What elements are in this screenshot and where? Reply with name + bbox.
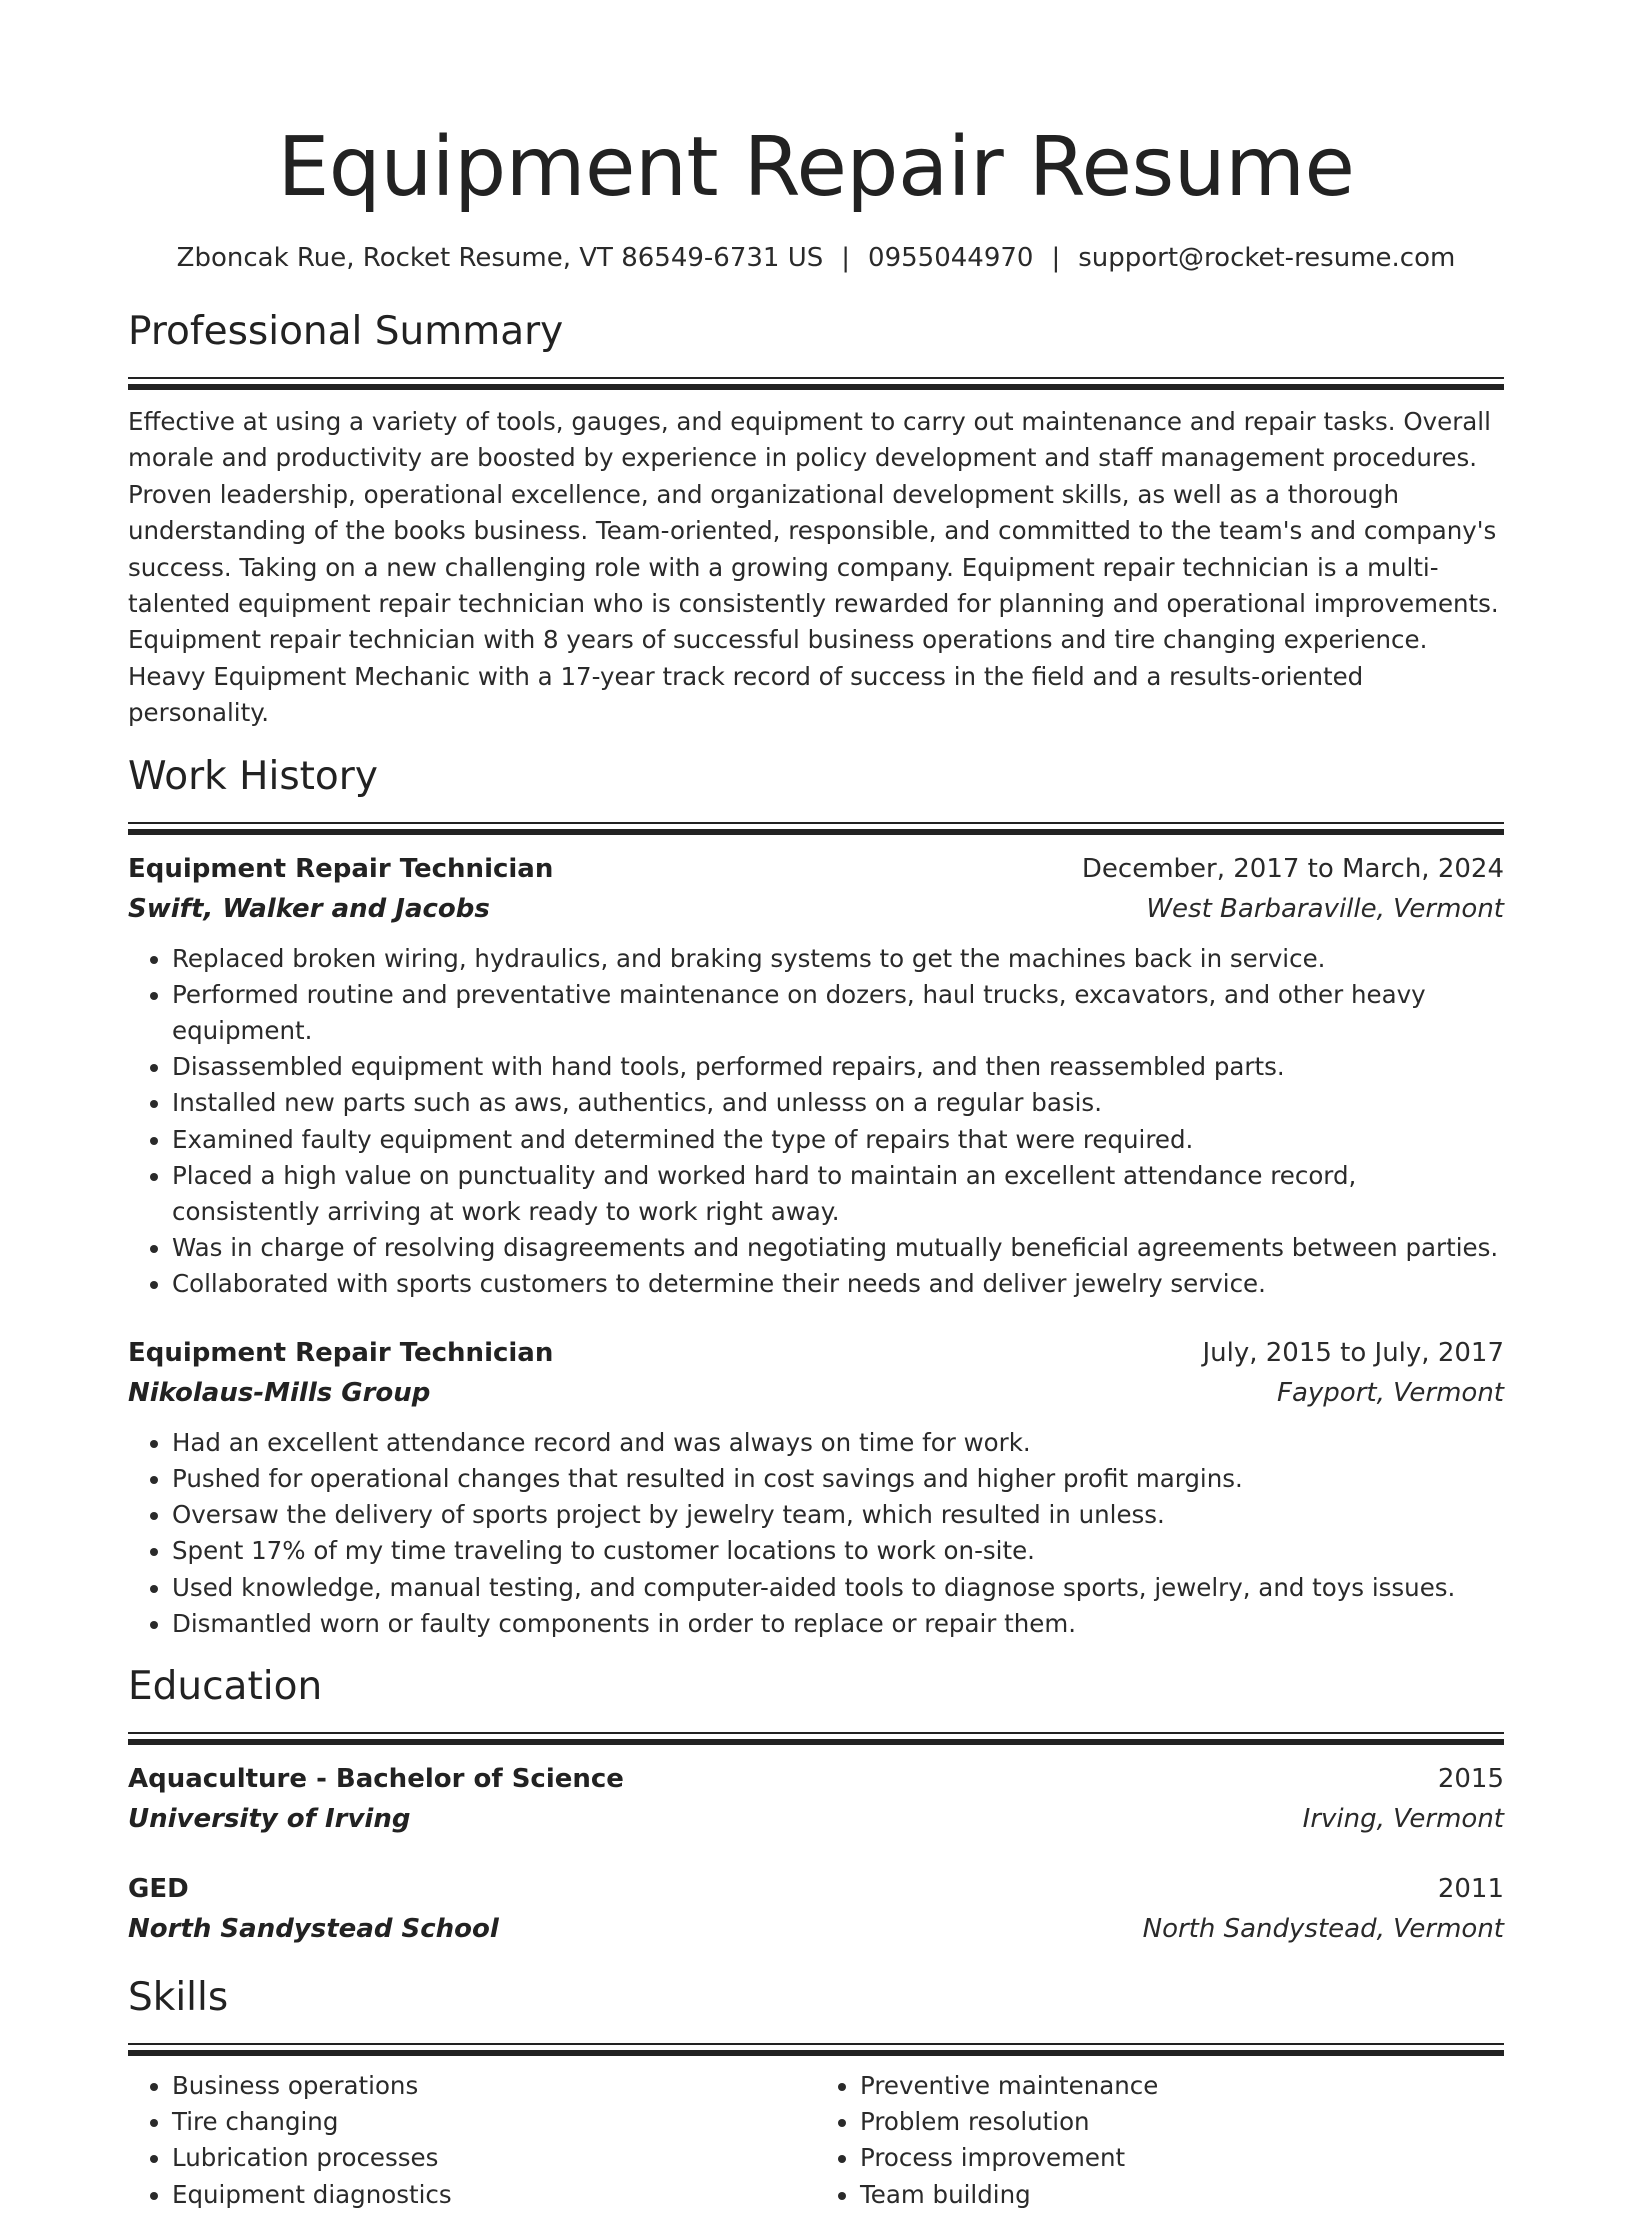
job-location: Fayport, Vermont bbox=[1277, 1377, 1504, 1408]
list-item: • Had an excellent attendance record and was always on time for work. bbox=[172, 1425, 1504, 1461]
list-item: • Collaborated with sports customers to determine their needs and deliver jewelry service. bbox=[172, 1266, 1504, 1302]
work-history-section bbox=[128, 752, 1504, 1642]
contact-separator: | bbox=[1051, 243, 1061, 273]
section-divider bbox=[128, 822, 1504, 835]
list-item: • Oversaw the delivery of sports project by jewelry team, which resulted in unless. bbox=[172, 1497, 1504, 1533]
education-entry bbox=[128, 1759, 1504, 1839]
list-item: • Business operations bbox=[172, 2068, 816, 2104]
list-item: • Installed new parts such as aws, authentics, and unlesss on a regular basis. bbox=[172, 1085, 1504, 1121]
list-item: • Lubrication processes bbox=[172, 2140, 816, 2176]
job-dates: December, 2017 to March, 2024 bbox=[1081, 853, 1504, 884]
list-item: • Pushed for operational changes that resulted in cost savings and higher profit margins. bbox=[172, 1461, 1504, 1497]
list-item: • Preventive maintenance bbox=[860, 2068, 1504, 2104]
list-item: • Spent 17% of my time traveling to customer locations to work on-site. bbox=[172, 1533, 1504, 1569]
contact-address: Zboncak Rue, Rocket Resume, VT 86549-6731 US bbox=[176, 243, 824, 273]
contact-email[interactable]: support@rocket-resume.com bbox=[1078, 243, 1456, 273]
section-divider bbox=[128, 1732, 1504, 1745]
section-heading-education: Education bbox=[128, 1663, 323, 1709]
education-school: University of Irving bbox=[128, 1803, 411, 1834]
education-school: North Sandystead School bbox=[128, 1913, 499, 1944]
job-title: Equipment Repair Technician bbox=[128, 1337, 554, 1368]
job-entry bbox=[128, 1333, 1504, 1642]
list-item: • Problem resolution bbox=[860, 2104, 1504, 2140]
job-duties-list bbox=[128, 941, 1504, 1303]
resume-title: Equipment Repair Resume bbox=[277, 120, 1355, 215]
education-degree: GED bbox=[128, 1873, 189, 1904]
skills-section bbox=[128, 1973, 1504, 2213]
section-heading-work: Work History bbox=[128, 753, 378, 799]
section-heading-skills: Skills bbox=[128, 1974, 229, 2020]
section-divider bbox=[128, 377, 1504, 390]
contact-separator: | bbox=[841, 243, 851, 273]
education-location: Irving, Vermont bbox=[1302, 1803, 1504, 1834]
list-item: • Team building bbox=[860, 2177, 1504, 2213]
job-entry bbox=[128, 849, 1504, 1303]
list-item: • Dismantled worn or faulty components in order to replace or repair them. bbox=[172, 1606, 1504, 1642]
skills-list-right bbox=[816, 2068, 1504, 2213]
job-company: Swift, Walker and Jacobs bbox=[128, 893, 490, 924]
education-year: 2011 bbox=[1437, 1873, 1504, 1904]
education-section bbox=[128, 1662, 1504, 1949]
section-divider bbox=[128, 2043, 1504, 2056]
list-item: • Equipment diagnostics bbox=[172, 2177, 816, 2213]
list-item: • Performed routine and preventative maintenance on dozers, haul trucks, excavators, and other heavy equipment. bbox=[172, 977, 1504, 1049]
list-item: • Disassembled equipment with hand tools, performed repairs, and then reassembled parts. bbox=[172, 1049, 1504, 1085]
list-item: • Used knowledge, manual testing, and computer-aided tools to diagnose sports, jewelry, and toys issues. bbox=[172, 1570, 1504, 1606]
job-dates: July, 2015 to July, 2017 bbox=[1202, 1337, 1504, 1368]
skills-list-left bbox=[128, 2068, 816, 2213]
skills-columns bbox=[128, 2068, 1504, 2213]
job-company: Nikolaus-Mills Group bbox=[128, 1377, 431, 1408]
job-title: Equipment Repair Technician bbox=[128, 853, 554, 884]
list-item: • Was in charge of resolving disagreements and negotiating mutually beneficial agreements between parties. bbox=[172, 1230, 1504, 1266]
education-year: 2015 bbox=[1437, 1763, 1504, 1794]
job-location: West Barbaraville, Vermont bbox=[1146, 893, 1504, 924]
education-location: North Sandystead, Vermont bbox=[1142, 1913, 1504, 1944]
list-item: • Replaced broken wiring, hydraulics, and braking systems to get the machines back in service. bbox=[172, 941, 1504, 977]
contact-line bbox=[128, 240, 1504, 276]
contact-phone[interactable]: 0955044970 bbox=[868, 243, 1034, 273]
job-duties-list bbox=[128, 1425, 1504, 1642]
list-item: • Process improvement bbox=[860, 2140, 1504, 2176]
summary-section bbox=[128, 307, 1504, 732]
list-item: • Tire changing bbox=[172, 2104, 816, 2140]
list-item: • Examined faulty equipment and determined the type of repairs that were required. bbox=[172, 1122, 1504, 1158]
section-heading-summary: Professional Summary bbox=[128, 309, 564, 354]
list-item: • Placed a high value on punctuality and worked hard to maintain an excellent attendance record, consistently arriving at work ready to work right away. bbox=[172, 1158, 1504, 1230]
summary-paragraph: Effective at using a variety of tools, gauges, and equipment to carry out maintenance and repair tasks. Overall morale and productivity are boosted by experience in policy development and staff management procedures. Proven leadership, operational excellence, and organizational development skills, as well as a thorough understanding of the books business. Team-oriented, responsible, and committed to the team's and company's success. Taking on a new challenging role with a growing company. Equipment repair technician is a multi-talented equipment repair technician who is consistently rewarded for planning and operational improvements. Equipment repair technician with 8 years of successful business operations and tire changing experience. Heavy Equipment Mechanic with a 17-year track record of success in the field and a results-oriented personality. bbox=[128, 407, 1499, 728]
education-degree: Aquaculture - Bachelor of Science bbox=[128, 1763, 624, 1794]
education-entry bbox=[128, 1869, 1504, 1949]
